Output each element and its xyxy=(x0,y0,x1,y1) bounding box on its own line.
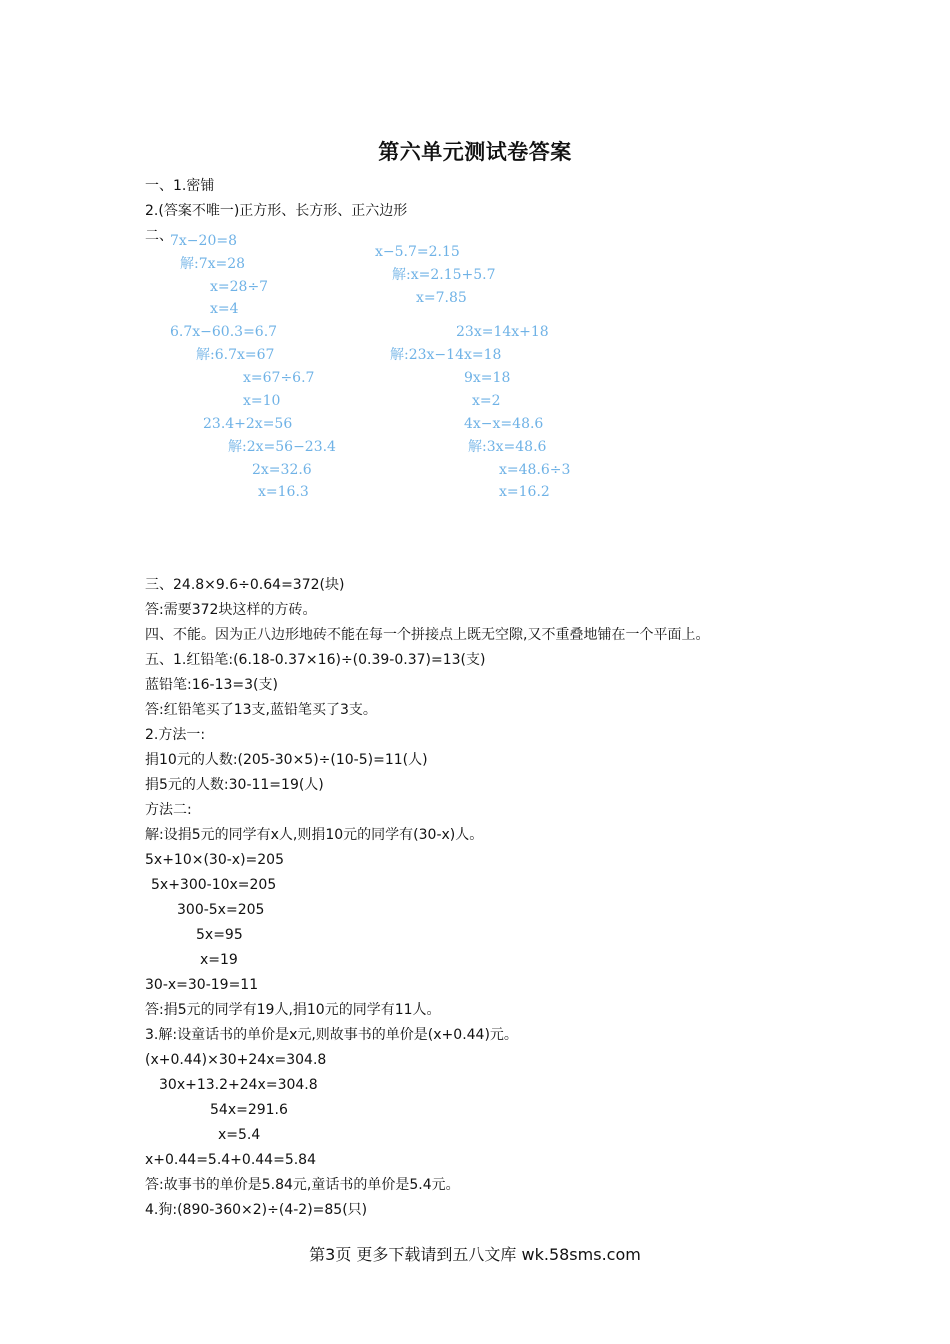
equation-line: 解:3x=48.6 xyxy=(468,439,547,455)
equation-line: x=28÷7 xyxy=(210,279,269,295)
answer-line: (x+0.44)×30+24x=304.8 xyxy=(145,1052,327,1068)
answer-line: 5x+10×(30-x)=205 xyxy=(145,852,284,868)
answer-line: 答:红铅笔买了13支,蓝铅笔买了3支。 xyxy=(145,702,377,718)
equation-line: x=2 xyxy=(472,393,501,409)
equation-line: 解:7x=28 xyxy=(180,256,246,272)
answer-line: 捐5元的人数:30-11=19(人) xyxy=(145,777,324,793)
answer-line: 3.解:设童话书的单价是x元,则故事书的单价是(x+0.44)元。 xyxy=(145,1027,518,1043)
answer-line: 蓝铅笔:16-13=3(支) xyxy=(145,677,278,693)
equation-line: x=16.2 xyxy=(499,484,550,500)
equation-line: x=48.6÷3 xyxy=(499,462,571,478)
answer-line: 一、1.密铺 xyxy=(145,178,215,194)
equation-line: 解:6.7x=67 xyxy=(196,347,275,363)
equation-line: x=7.85 xyxy=(416,290,467,306)
equation-line: 2x=32.6 xyxy=(252,462,312,478)
equation-line: 解:2x=56−23.4 xyxy=(228,439,336,455)
answer-line: 捐10元的人数:(205-30×5)÷(10-5)=11(人) xyxy=(145,752,428,768)
equation-line: x−5.7=2.15 xyxy=(375,244,460,260)
answer-line: 答:需要372块这样的方砖。 xyxy=(145,602,317,618)
answer-line: 2.(答案不唯一)正方形、长方形、正六边形 xyxy=(145,203,408,219)
equation-line: x=16.3 xyxy=(258,484,309,500)
equation-line: 解:23x−14x=18 xyxy=(390,347,502,363)
answer-line: 54x=291.6 xyxy=(210,1102,288,1118)
page-title: 第六单元测试卷答案 xyxy=(378,140,572,164)
answer-line: 30x+13.2+24x=304.8 xyxy=(159,1077,318,1093)
answer-line: 解:设捐5元的同学有x人,则捐10元的同学有(30-x)人。 xyxy=(145,827,484,843)
equation-line: 4x−x=48.6 xyxy=(464,416,544,432)
answer-line: 5x=95 xyxy=(196,927,243,943)
equation-line: 9x=18 xyxy=(464,370,511,386)
equation-line: 解:x=2.15+5.7 xyxy=(392,267,496,283)
equation-line: 6.7x−60.3=6.7 xyxy=(170,324,278,340)
answer-line: x+0.44=5.4+0.44=5.84 xyxy=(145,1152,316,1168)
answer-line: 三、24.8×9.6÷0.64=372(块) xyxy=(145,577,345,593)
answer-line: 四、不能。因为正八边形地砖不能在每一个拼接点上既无空隙,又不重叠地铺在一个平面上。 xyxy=(145,627,710,643)
equation-line: 23.4+2x=56 xyxy=(203,416,293,432)
answer-line: 答:捐5元的同学有19人,捐10元的同学有11人。 xyxy=(145,1002,441,1018)
answer-line: 方法二: xyxy=(145,802,192,818)
answer-line: x=5.4 xyxy=(218,1127,261,1143)
answer-line: 答:故事书的单价是5.84元,童话书的单价是5.4元。 xyxy=(145,1177,460,1193)
equation-line: 23x=14x+18 xyxy=(456,324,549,340)
answer-line: x=19 xyxy=(200,952,238,968)
answer-line: 4.狗:(890-360×2)÷(4-2)=85(只) xyxy=(145,1202,368,1218)
answer-line: 300-5x=205 xyxy=(177,902,265,918)
answer-line: 5x+300-10x=205 xyxy=(151,877,277,893)
answer-line: 30-x=30-19=11 xyxy=(145,977,259,993)
section-label: 二、 xyxy=(145,228,173,244)
page-footer: 第3页 更多下载请到五八文库 wk.58sms.com xyxy=(309,1245,641,1264)
answer-line: 五、1.红铅笔:(6.18-0.37×16)÷(0.39-0.37)=13(支) xyxy=(145,652,486,668)
answer-line: 2.方法一: xyxy=(145,727,206,743)
equation-line: x=10 xyxy=(243,393,281,409)
equation-line: x=4 xyxy=(210,301,239,317)
equation-line: x=67÷6.7 xyxy=(243,370,315,386)
equation-line: 7x−20=8 xyxy=(170,233,237,249)
